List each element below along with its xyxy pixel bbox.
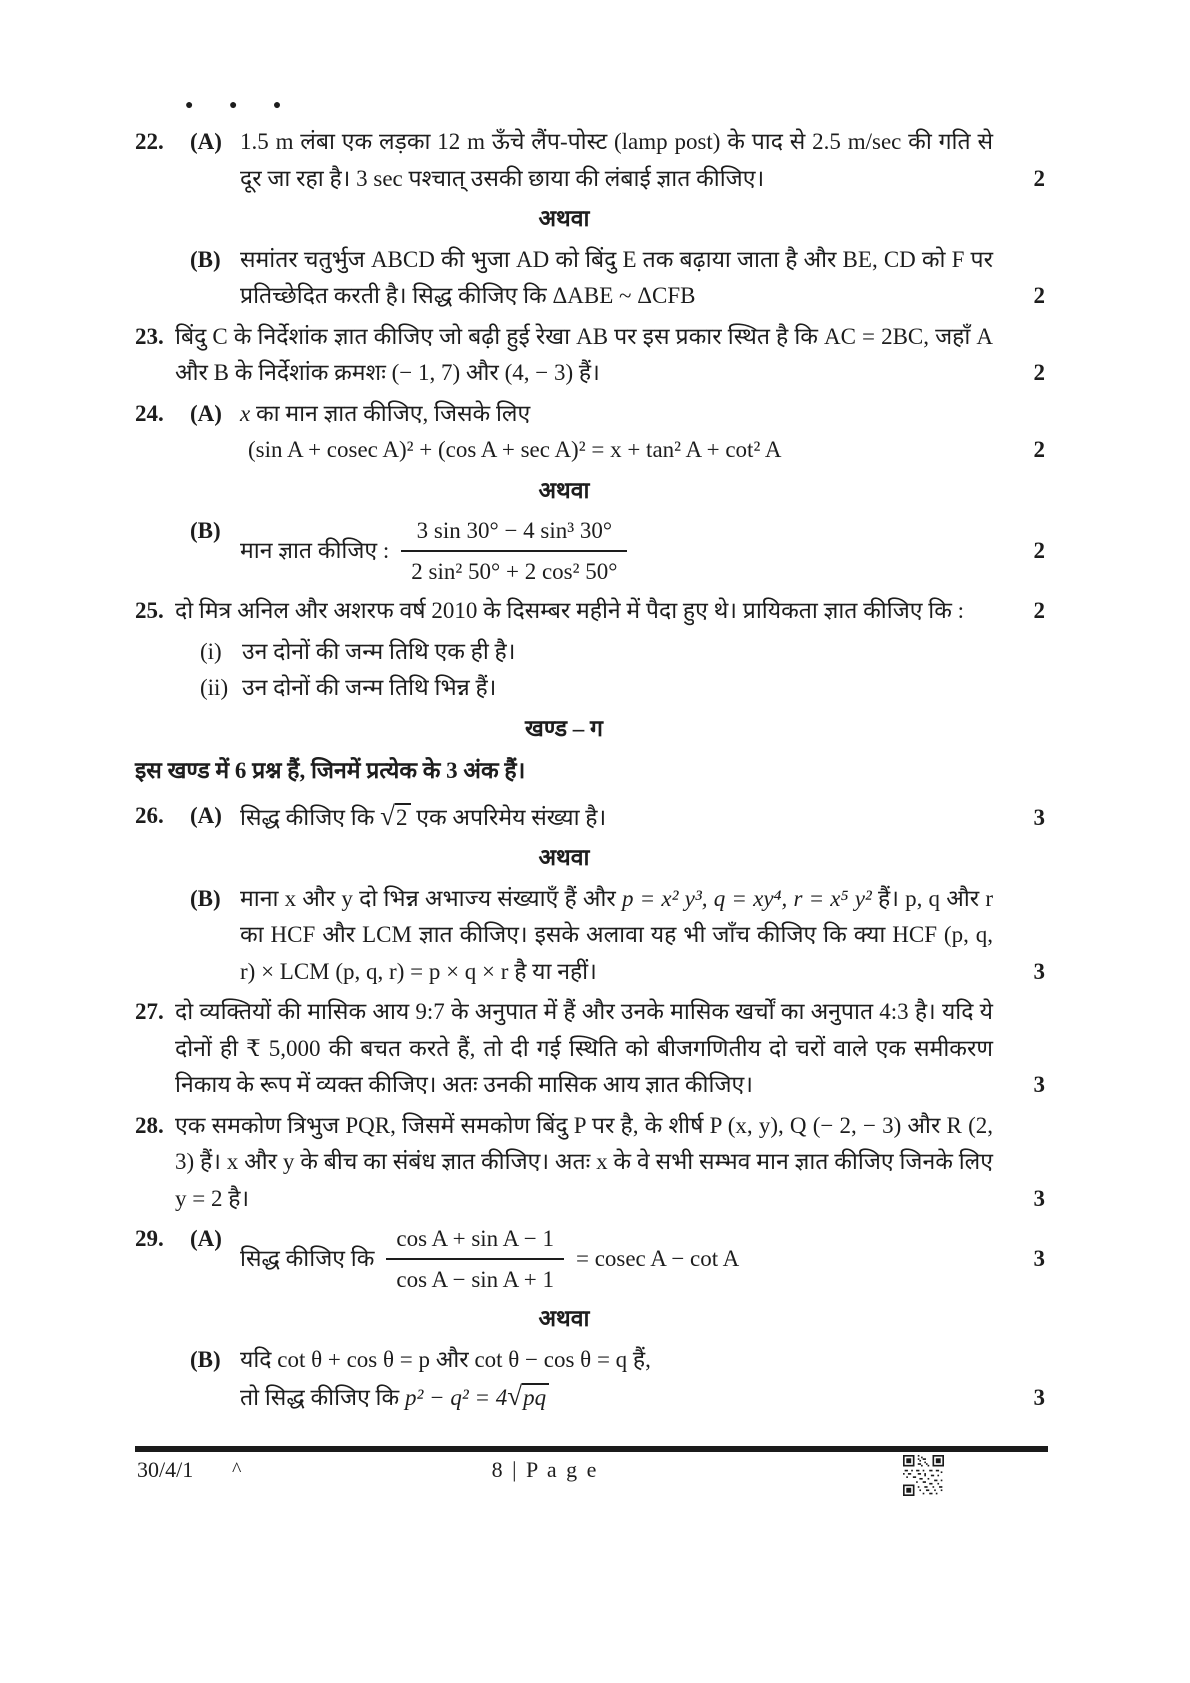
page-content (135, 98, 1045, 1421)
marks-badge: 2 (1033, 165, 1045, 191)
question-25 (135, 593, 1045, 630)
fraction (401, 513, 627, 589)
question-text: 1.5 m लंबा एक लड़का 12 m ऊँचे लैंप-पोस्ट (lamp post) के पाद से 2.5 m/sec की गति से दूर जा रहा है। 3 sec पश्चात् उसकी छाया की लंबाई ज्ञात कीजिए। (240, 129, 993, 191)
part-label: (B) (190, 1346, 221, 1372)
part-label: (B) (190, 246, 221, 272)
question-28 (135, 1108, 1045, 1218)
question-number: 23. (135, 323, 164, 349)
question-25-items (135, 634, 1045, 707)
footer-rule (135, 1446, 1048, 1452)
marks-badge: 3 (1033, 1385, 1045, 1410)
question-text: एक समकोण त्रिभुज PQR, जिसमें समकोण बिंदु P पर है, के शीर्ष P (x, y), Q (− 2, − 3) और R (2, 3) हैं। x और y के बीच का संबंध ज्ञात कीजिए। अतः x के वे सभी सम्भव मान ज्ञात कीजिए जिनके लिए y = 2 है। (175, 1112, 993, 1211)
question-number: 25. (135, 598, 164, 623)
part-label: (B) (190, 518, 221, 543)
radical-sign: √ (507, 1381, 523, 1411)
marks-badge: 2 (1033, 598, 1045, 623)
square-root (507, 1381, 549, 1411)
or-separator: अथवा (538, 845, 590, 870)
question-text: बिंदु C के निर्देशांक ज्ञात कीजिए जो बढ़ी हुई रेखा AB पर इस प्रकार स्थित है कि AC = 2BC, जहाँ A और B के निर्देशांक क्रमशः (− 1, 7) और (4, − 3) हैं। (175, 323, 993, 385)
question-24a (135, 396, 1045, 469)
radicand: 2 (395, 803, 411, 830)
or-separator: अथवा (538, 1306, 590, 1331)
question-text: सिद्ध कीजिए कि (240, 1245, 375, 1271)
question-number: 26. (135, 802, 164, 828)
question-22a (135, 124, 1045, 197)
marks-badge: 3 (1033, 1185, 1045, 1211)
math-expression: = cosec A − cot A (575, 1245, 740, 1271)
radicand: pq (522, 1383, 549, 1410)
section-note: इस खण्ड में 6 प्रश्न हैं, जिनमें प्रत्येक के 3 अंक हैं। (135, 758, 526, 783)
question-text: x का मान ज्ञात कीजिए, जिसके लिए (240, 400, 531, 426)
question-27 (135, 994, 1045, 1104)
fraction-numerator: cos A + sin A − 1 (386, 1221, 564, 1260)
question-26b (135, 881, 1045, 991)
question-text: यदि cot θ + cos θ = p और cot θ − cos θ = q हैं, (240, 1346, 651, 1372)
question-23 (135, 319, 1045, 392)
paper-code: 30/4/1 (137, 1457, 194, 1482)
marks-badge: 2 (1033, 283, 1045, 308)
qr-code (903, 1455, 944, 1496)
question-number: 24. (135, 400, 164, 426)
question-22b (135, 242, 1045, 315)
question-text: तो सिद्ध कीजिए कि p² − q² = 4√pq (240, 1378, 993, 1417)
ellipsis-dots: ● ● ● (185, 98, 298, 113)
item-label: (ii) (200, 675, 229, 700)
question-text: समांतर चतुर्भुज ABCD की भुजा AD को बिंदु E तक बढ़ाया जाता है और BE, CD को F पर प्रतिच्छेदित करती है। सिद्ध कीजिए कि ΔABE ~ ΔCFB (240, 246, 993, 308)
question-26a (135, 798, 1045, 837)
question-29b (135, 1342, 1045, 1417)
or-separator: अथवा (538, 206, 590, 231)
math-expression: cot θ − cos θ = q (474, 1346, 628, 1372)
radical-sign: √ (380, 800, 396, 831)
marks-badge: 2 (1033, 437, 1045, 462)
math-expression: p = x² y³, q = xy⁴, r = x⁵ y² (622, 885, 872, 911)
math-expression: HCF (p, q, r) × LCM (p, q, r) = p × q × r (240, 922, 994, 984)
question-number: 28. (135, 1112, 164, 1138)
question-number: 27. (135, 999, 164, 1024)
question-text: सिद्ध कीजिए कि √2 एक अपरिमेय संख्या है। (240, 800, 607, 831)
marks-badge: 3 (1033, 958, 1045, 984)
marks-badge: 2 (1033, 360, 1045, 385)
caret-mark: ^ (232, 1459, 242, 1481)
or-separator: अथवा (538, 477, 590, 503)
fraction-numerator: 3 sin 30° − 4 sin³ 30° (401, 513, 627, 552)
question-number: 29. (135, 1226, 164, 1251)
fraction (386, 1221, 564, 1297)
math-expression: cot θ + cos θ = p (277, 1346, 430, 1372)
question-24b (135, 513, 1045, 589)
part-label: (B) (190, 885, 221, 911)
item-text: उन दोनों की जन्म तिथि एक ही है। (242, 638, 516, 664)
part-label: (A) (190, 400, 222, 426)
question-text: दो मित्र अनिल और अशरफ वर्ष 2010 के दिसम्बर महीने में पैदा हुए थे। प्रायिकता ज्ञात कीजिए कि : (175, 598, 965, 623)
part-label: (A) (190, 1226, 222, 1251)
list-item (200, 634, 993, 671)
trig-identity-formula: (sin A + cosec A)² + (cos A + sec A)² = x + tan² A + cot² A (248, 437, 782, 462)
marks-badge: 3 (1033, 1072, 1045, 1097)
marks-badge: 2 (1033, 537, 1045, 563)
question-text: माना x और y दो भिन्न अभाज्य संख्याएँ हैं और p = x² y³, q = xy⁴, r = x⁵ y² हैं। p, q और r का HCF और LCM ज्ञात कीजिए। इसके अलावा यह भी जाँच कीजिए कि क्या HCF (p, q, r) × LCM (p, q, r) = p × q × r है या नहीं। (240, 885, 994, 984)
marks-badge: 3 (1033, 804, 1045, 830)
question-text: मान ज्ञात कीजिए : (240, 537, 390, 563)
fraction-denominator: 2 sin² 50° + 2 cos² 50° (411, 559, 618, 584)
item-text: उन दोनों की जन्म तिथि भिन्न हैं। (242, 675, 497, 700)
part-label: (A) (190, 129, 222, 154)
square-root (380, 800, 410, 831)
section-title: खण्ड – ग (525, 715, 603, 741)
question-number: 22. (135, 129, 164, 154)
marks-badge: 3 (1033, 1245, 1045, 1271)
question-29a (135, 1221, 1045, 1297)
list-item (200, 670, 993, 707)
fraction-denominator: cos A − sin A + 1 (396, 1267, 554, 1292)
question-text: दो व्यक्तियों की मासिक आय 9:7 के अनुपात में हैं और उनके मासिक खर्चों का अनुपात 4:3 है। यदि ये दोनों ही ₹ 5,000 की बचत करते हैं, तो दी गई स्थिति को बीजगणितीय दो चरों वाले एक समीकरण निकाय के रूप में व्यक्त कीजिए। अतः उनकी मासिक आय ज्ञात कीजिए। (175, 999, 993, 1097)
math-expression: p² − q² = 4 (404, 1385, 508, 1410)
page-number: 8 | P a g e (491, 1457, 599, 1482)
part-label: (A) (190, 802, 222, 828)
item-label: (i) (200, 638, 222, 664)
